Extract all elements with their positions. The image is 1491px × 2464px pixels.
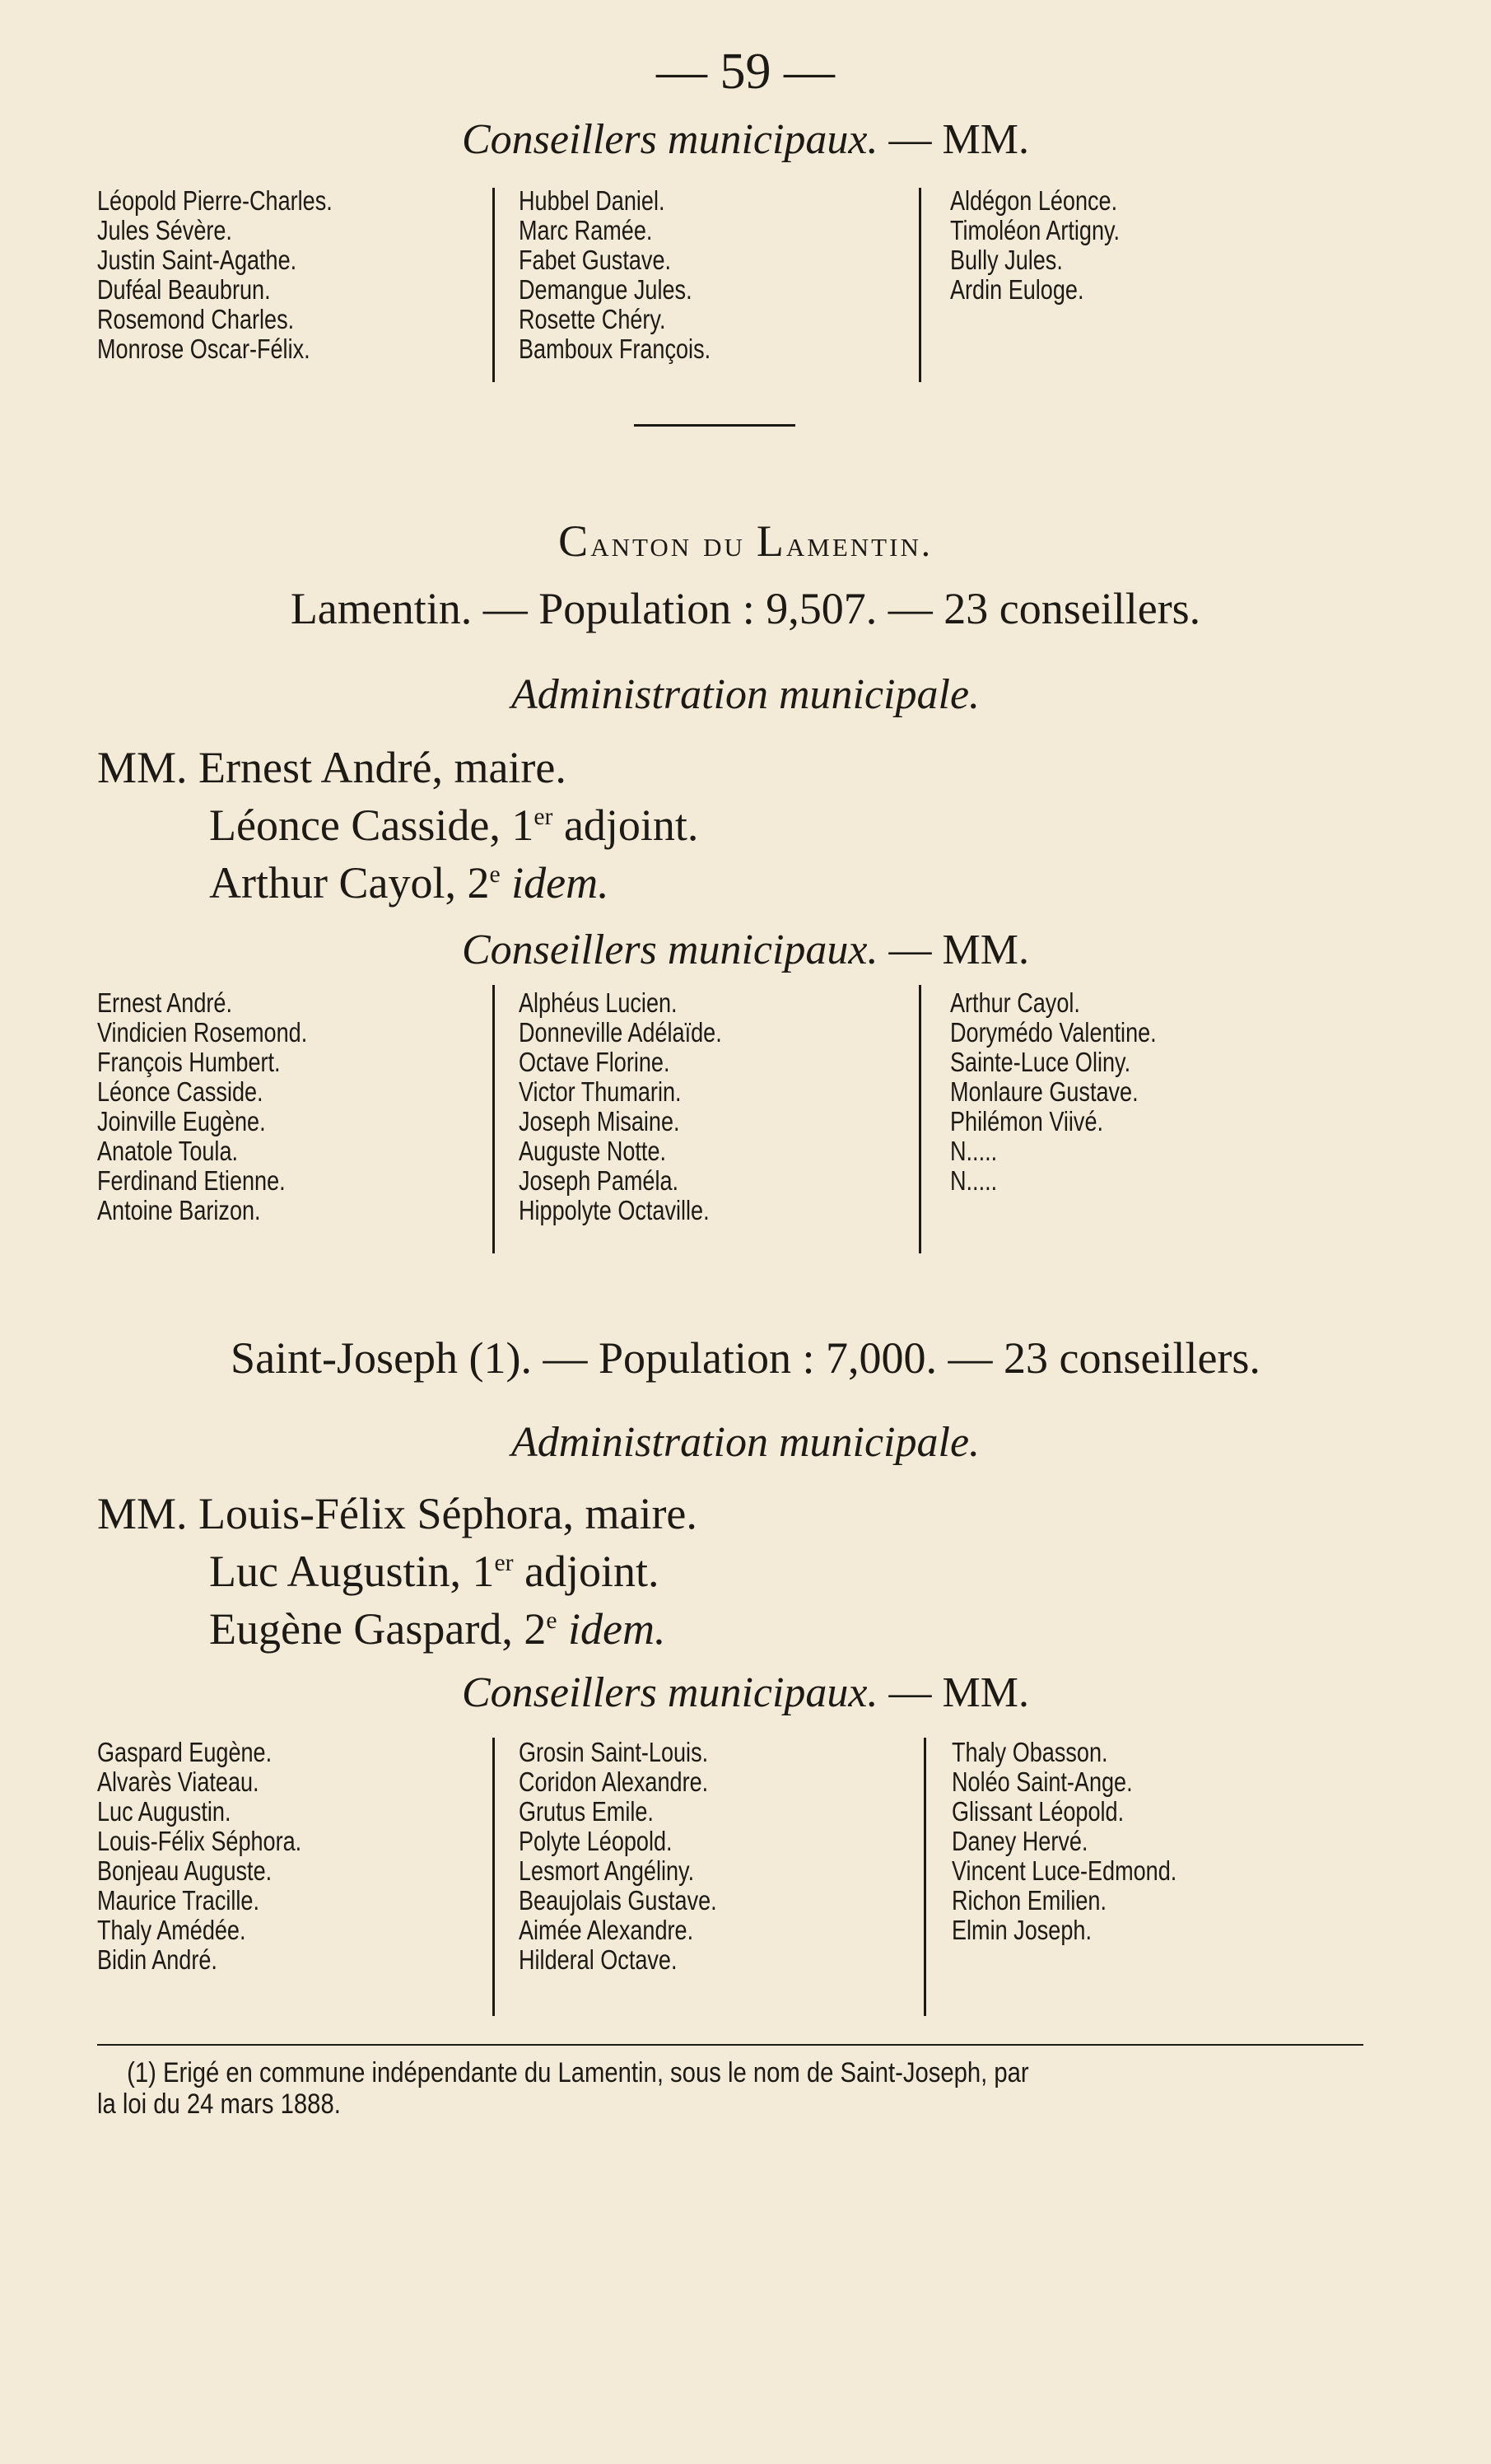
column-divider: [919, 985, 921, 1253]
councillor-column-1: [97, 1738, 301, 1975]
councillor-column-3: [952, 1738, 1176, 1945]
mm-prefix: MM.: [97, 1489, 188, 1538]
councillors-heading-text: Conseillers municipaux.: [462, 926, 878, 973]
list-item: Hilderal Octave.: [519, 1944, 678, 1975]
list-item: Louis-Félix Séphora.: [97, 1826, 302, 1856]
councillor-column-3: [950, 988, 1157, 1196]
list-item: Gaspard Eugène.: [97, 1737, 273, 1767]
list-item: Timoléon Artigny.: [950, 215, 1121, 245]
footnote-rule: [97, 2044, 1363, 2046]
lamentin-population-line: Lamentin. — Population : 9,507. — 23 conseillers.: [290, 584, 1201, 633]
list-item: Duféal Beaubrun.: [97, 274, 271, 305]
footnote: [97, 2057, 1029, 2120]
list-item: Ferdinand Etienne.: [97, 1165, 286, 1196]
official-row: [97, 1538, 697, 1596]
lamentin-officials: [97, 743, 698, 908]
column-divider: [924, 1738, 926, 2016]
list-item: N.....: [950, 1136, 998, 1166]
column-divider: [919, 188, 921, 382]
list-item: Alphéus Lucien.: [519, 987, 678, 1018]
list-item: Demangue Jules.: [519, 274, 692, 305]
canton-name-initial: L: [756, 516, 786, 566]
list-item: Anatole Toula.: [97, 1136, 239, 1166]
councillor-column-3: [950, 186, 1120, 305]
list-item: Antoine Barizon.: [97, 1195, 261, 1225]
list-item: Rosemond Charles.: [97, 304, 295, 334]
list-item: Ardin Euloge.: [950, 274, 1084, 305]
list-item: Rosette Chéry.: [519, 304, 666, 334]
saint-joseph-population-line: Saint-Joseph (1). — Population : 7,000. — 23 conseillers.: [231, 1333, 1260, 1383]
list-item: Maurice Tracille.: [97, 1885, 259, 1916]
official-text: Arthur Cayol, 2e: [209, 858, 501, 908]
saint-joseph-officials: [97, 1489, 697, 1654]
list-item: Monrose Oscar-Félix.: [97, 334, 310, 364]
list-item: Daney Hervé.: [952, 1826, 1088, 1856]
idem-text: idem.: [511, 858, 609, 908]
list-item: Lesmort Angéliny.: [519, 1855, 695, 1886]
column-divider: [492, 985, 495, 1253]
list-item: Léonce Casside.: [97, 1076, 263, 1107]
list-item: Marc Ramée.: [519, 215, 653, 245]
mm-label: — MM.: [888, 1669, 1029, 1716]
list-item: Joinville Eugène.: [97, 1106, 266, 1136]
list-item: Bonjeau Auguste.: [97, 1855, 273, 1886]
list-item: Hubbel Daniel.: [519, 185, 665, 216]
list-item: Coridon Alexandre.: [519, 1766, 709, 1797]
list-item: Octave Florine.: [519, 1047, 670, 1077]
list-item: N.....: [950, 1165, 998, 1196]
list-item: Léopold Pierre-Charles.: [97, 185, 333, 216]
footnote-line: (1) Erigé en commune indépendante du Lamentin, sous le nom de Saint-Joseph, par: [127, 2057, 1029, 2088]
list-item: François Humbert.: [97, 1047, 281, 1077]
column-divider: [492, 1738, 495, 2016]
list-item: Alvarès Viateau.: [97, 1766, 259, 1797]
canton-heading: [0, 516, 1491, 567]
list-item: Vindicien Rosemond.: [97, 1017, 308, 1048]
list-item: Auguste Notte.: [519, 1136, 667, 1166]
mm-label: — MM.: [888, 116, 1029, 163]
list-item: Arthur Cayol.: [950, 987, 1080, 1018]
councillor-column-1: [97, 186, 333, 364]
councillor-column-2: [519, 1738, 717, 1975]
list-item: Jules Sévère.: [97, 215, 232, 245]
official-row: [97, 792, 698, 850]
section-rule: [634, 424, 795, 427]
idem-text: idem.: [568, 1604, 666, 1654]
list-item: Joseph Paméla.: [519, 1165, 679, 1196]
canton-initial: C: [558, 516, 591, 566]
list-item: Hippolyte Octaville.: [519, 1195, 710, 1225]
councillors-heading-text: Conseillers municipaux.: [462, 1669, 878, 1716]
list-item: Noléo Saint-Ange.: [952, 1766, 1133, 1797]
list-item: Sainte-Luce Oliny.: [950, 1047, 1131, 1077]
list-item: Dorymédo Valentine.: [950, 1017, 1157, 1048]
councillors-heading-1: [0, 115, 1491, 164]
list-item: Glissant Léopold.: [952, 1796, 1125, 1827]
list-item: Beaujolais Gustave.: [519, 1885, 717, 1916]
councillor-column-2: [519, 186, 711, 364]
mm-prefix: MM.: [97, 743, 188, 792]
list-item: Bamboux François.: [519, 334, 711, 364]
councillors-heading-text: Conseillers municipaux.: [462, 116, 878, 163]
official-text: Ernest André, maire.: [198, 743, 566, 792]
official-row: [97, 1489, 697, 1538]
list-item: Thaly Amédée.: [97, 1915, 246, 1945]
councillor-column-2: [519, 988, 722, 1225]
mm-label: — MM.: [888, 926, 1029, 973]
canton-name: amentin.: [785, 524, 933, 564]
list-item: Aldégon Léonce.: [950, 185, 1118, 216]
footnote-line: la loi du 24 mars 1888.: [97, 2088, 341, 2120]
list-item: Grutus Emile.: [519, 1796, 654, 1827]
list-item: Grosin Saint-Louis.: [519, 1737, 709, 1767]
list-item: Justin Saint-Agathe.: [97, 245, 297, 275]
councillors-heading-3: [0, 1668, 1491, 1717]
councillor-column-1: [97, 988, 307, 1225]
official-row: [97, 850, 698, 908]
list-item: Fabet Gustave.: [519, 245, 672, 275]
list-item: Bidin André.: [97, 1944, 217, 1975]
official-text: Luc Augustin, 1er adjoint.: [209, 1547, 659, 1596]
list-item: Elmin Joseph.: [952, 1915, 1092, 1945]
saint-joseph-admin-heading: Administration municipale.: [510, 1419, 981, 1466]
canton-word: anton du: [590, 524, 757, 564]
list-item: Victor Thumarin.: [519, 1076, 682, 1107]
list-item: Aimée Alexandre.: [519, 1915, 694, 1945]
official-row: [97, 1596, 697, 1654]
column-divider: [492, 188, 495, 382]
list-item: Vincent Luce-Edmond.: [952, 1855, 1177, 1886]
list-item: Donneville Adélaïde.: [519, 1017, 722, 1048]
councillors-heading-2: [0, 926, 1491, 974]
official-row: [97, 743, 698, 792]
official-text: Eugène Gaspard, 2e: [209, 1604, 557, 1654]
list-item: Richon Emilien.: [952, 1885, 1107, 1916]
list-item: Bully Jules.: [950, 245, 1063, 275]
lamentin-admin-heading: Administration municipale.: [510, 671, 981, 718]
official-text: Léonce Casside, 1er adjoint.: [209, 800, 699, 850]
list-item: Philémon Viivé.: [950, 1106, 1104, 1136]
list-item: Joseph Misaine.: [519, 1106, 680, 1136]
list-item: Thaly Obasson.: [952, 1737, 1108, 1767]
list-item: Ernest André.: [97, 987, 232, 1018]
list-item: Luc Augustin.: [97, 1796, 231, 1827]
list-item: Monlaure Gustave.: [950, 1076, 1139, 1107]
official-text: Louis-Félix Séphora, maire.: [198, 1489, 697, 1538]
list-item: Polyte Léopold.: [519, 1826, 673, 1856]
page-number: — 59 —: [656, 44, 835, 100]
